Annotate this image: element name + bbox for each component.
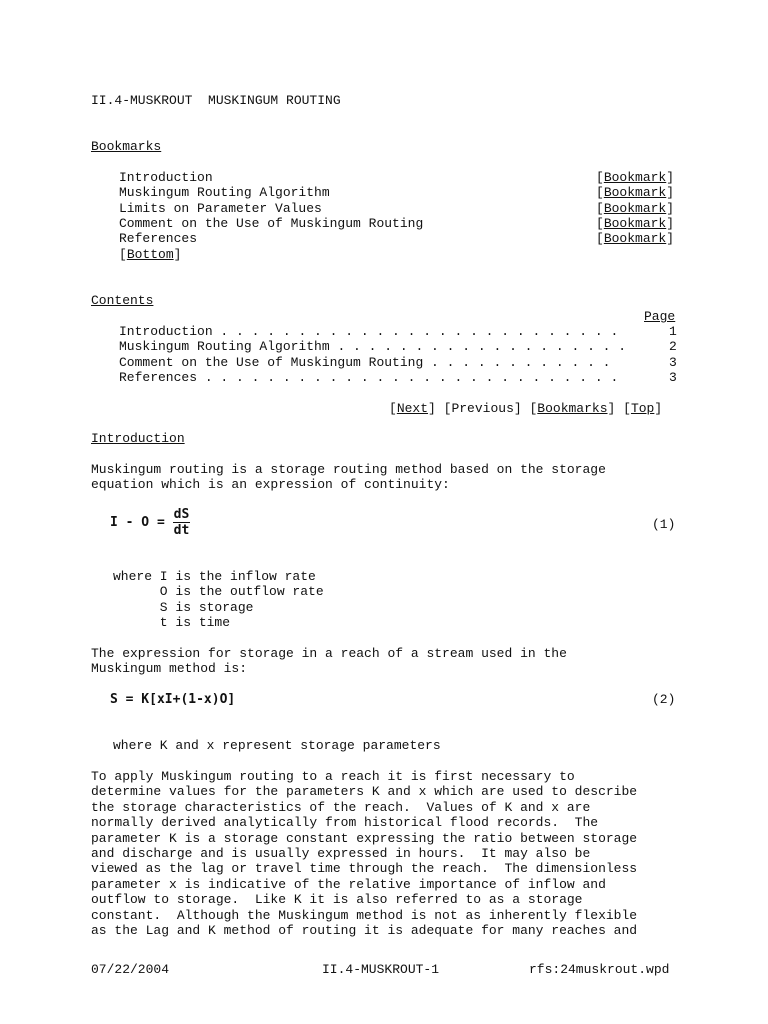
text-line: To apply Muskingum routing to a reach it is first necessary to <box>91 769 575 784</box>
page-column-label: Page <box>644 309 676 324</box>
intro-paragraph-1 <box>91 462 691 493</box>
text-line: normally derived analytically from historical flood records. The <box>91 815 599 831</box>
contents-page-number: 1 <box>669 324 677 339</box>
equation-1-number: (1) <box>652 517 676 532</box>
equation-1 <box>110 507 190 538</box>
where-block-2: where K and x represent storage parameters <box>113 738 441 753</box>
equation-1-fraction <box>173 507 191 538</box>
text-line: Muskingum method is: <box>91 661 248 677</box>
text-line: parameter x is indicative of the relative importance of inflow and <box>91 876 606 892</box>
bookmark-item-label: Introduction <box>119 170 213 185</box>
bookmarks-heading: Bookmarks <box>91 139 162 154</box>
equation-1-numerator: dS <box>173 507 190 522</box>
text-line: determine values for the parameters K and x which are used to describe <box>91 784 638 800</box>
bookmark-item-label: Limits on Parameter Values <box>119 201 322 216</box>
text-line: The expression for storage in a reach of a stream used in the <box>91 646 567 661</box>
equation-2-number: (2) <box>652 692 676 707</box>
footer-filename: rfs:24muskrout.wpd <box>529 962 670 977</box>
contents-item-references[interactable]: References . . . . . . . . . . . . . . . . . . . . . . . . . . . <box>119 370 619 385</box>
contents-item-introduction[interactable]: Introduction . . . . . . . . . . . . . . . . . . . . . . . . . . <box>119 324 619 339</box>
bookmark-item-label: References <box>119 231 198 246</box>
previous-link[interactable]: [Previous] <box>443 401 522 416</box>
contents-page-number: 2 <box>669 339 677 354</box>
equation-1-lhs: I - O = <box>110 515 165 530</box>
intro-paragraph-2 <box>91 646 691 677</box>
text-line: as the Lag and K method of routing it is adequate for many reaches and <box>91 923 638 939</box>
page-navigation <box>389 401 662 416</box>
document-title: II.4-MUSKROUT MUSKINGUM ROUTING <box>91 93 341 108</box>
text-line: where I is the inflow rate <box>113 569 316 584</box>
bookmarks-nav-link[interactable]: [Bookmarks] <box>529 401 616 416</box>
bookmark-item-label: Muskingum Routing Algorithm <box>119 185 330 200</box>
footer-date: 07/22/2004 <box>91 962 170 977</box>
intro-paragraph-3 <box>91 769 691 938</box>
text-line: parameter K is a storage constant expressing the ratio between storage <box>91 830 638 846</box>
text-line: viewed as the lag or travel time through the reach. The dimensionless <box>91 861 638 877</box>
introduction-heading: Introduction <box>91 431 185 446</box>
text-line: t is time <box>113 615 231 631</box>
bookmark-link-references[interactable]: [Bookmark] <box>596 231 675 246</box>
text-line: Muskingum routing is a storage routing method based on the storage <box>91 462 606 477</box>
bookmark-link-comment[interactable]: [Bookmark] <box>596 216 675 231</box>
equation-1-denominator: dt <box>173 523 190 538</box>
bookmark-item-label: Comment on the Use of Muskingum Routing <box>119 216 424 231</box>
contents-page-number: 3 <box>669 370 677 385</box>
contents-item-comment[interactable]: Comment on the Use of Muskingum Routing . . . . . . . . . . . . <box>119 355 611 370</box>
text-line: and discharge and is usually expressed in hours. It may also be <box>91 846 591 862</box>
contents-page-number: 3 <box>669 355 677 370</box>
contents-heading: Contents <box>91 293 154 308</box>
where-block-1 <box>113 569 713 631</box>
equation-2: S = K[xI+(1-x)O] <box>110 692 236 707</box>
text-line: the storage characteristics of the reach. Values of K and x are <box>91 799 591 815</box>
top-link[interactable]: [Top] <box>623 401 663 416</box>
bottom-link[interactable]: [Bottom] <box>119 247 182 262</box>
footer-page-id: II.4-MUSKROUT-1 <box>322 962 440 977</box>
bookmark-link-limits[interactable]: [Bookmark] <box>596 201 675 216</box>
text-line: outflow to storage. Like K it is also referred to as a storage <box>91 892 583 908</box>
text-line: O is the outflow rate <box>113 584 324 600</box>
text-line: constant. Although the Muskingum method is not as inherently flexible <box>91 907 638 923</box>
bookmark-link-introduction[interactable]: [Bookmark] <box>596 170 675 185</box>
text-line: equation which is an expression of continuity: <box>91 477 450 493</box>
text-line: S is storage <box>113 599 254 615</box>
next-link[interactable]: [Next] <box>389 401 436 416</box>
bookmark-link-algorithm[interactable]: [Bookmark] <box>596 185 675 200</box>
contents-item-algorithm[interactable]: Muskingum Routing Algorithm . . . . . . . . . . . . . . . . . . . <box>119 339 627 354</box>
